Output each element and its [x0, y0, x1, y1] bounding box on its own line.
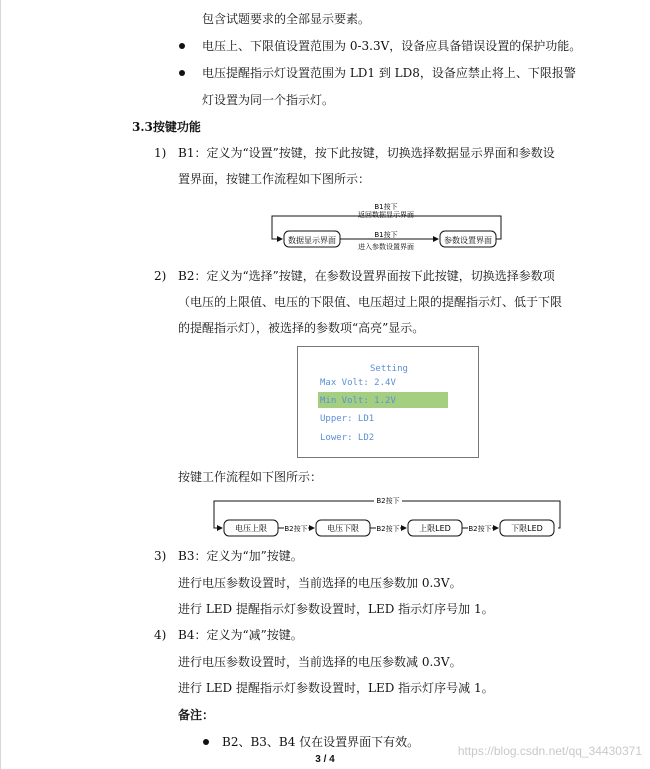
- flow1-top-label: B1按下: [374, 203, 398, 211]
- list-number: 3): [154, 549, 167, 563]
- watermark: https://blog.csdn.net/qq_34430371: [457, 744, 642, 758]
- screen-title: Setting: [370, 364, 408, 374]
- list-number: 1): [154, 146, 167, 160]
- bullet: [203, 739, 209, 745]
- flow1-top-label-2: 返回数据显示界面: [358, 211, 414, 219]
- text-line: 进行电压参数设置时，当前选择的电压参数减 0.3V。: [178, 655, 462, 669]
- section-heading: 3.3按键功能: [132, 120, 201, 134]
- settings-screen-mockup: [297, 346, 479, 458]
- screen-lower: Lower: LD2: [320, 433, 375, 443]
- b2-flow-diagram: [208, 494, 564, 540]
- flow1-mid-label: B1按下: [374, 231, 398, 239]
- text-line: 置界面，按键工作流程如下图所示：: [178, 172, 371, 186]
- text-line: 电压上、下限值设置范围为 0-3.3V，设备应具备错误设置的保护功能。: [202, 39, 582, 53]
- text-line: B2、B3、B4 仅在设置界面下有效。: [222, 735, 420, 749]
- text-line: B2：定义为“选择”按键，在参数设置界面按下此按键，切换选择参数项: [178, 269, 555, 283]
- flow2-arrow-1-label: B2按下: [284, 525, 308, 533]
- list-number: 4): [154, 628, 167, 642]
- flow1-box-data-label: 数据显示界面: [288, 236, 336, 245]
- flow1-mid-label-2: 进入参数设置界面: [358, 243, 414, 251]
- list-number: 2): [154, 269, 167, 283]
- bullet: [179, 70, 185, 76]
- flow2-top-label: B2按下: [376, 497, 400, 505]
- flow2-arrow-2-label: B2按下: [376, 525, 400, 533]
- text-line: B3：定义为“加”按键。: [178, 549, 303, 563]
- bullet: [179, 43, 185, 49]
- screen-max-volt: Max Volt: 2.4V: [320, 378, 396, 388]
- page-number: 3 / 4: [315, 754, 335, 765]
- text-line: 按键工作流程如下图所示：: [178, 470, 323, 484]
- text-line: B4：定义为“减”按键。: [178, 628, 303, 642]
- text-line: （电压的上限值、电压的下限值、电压超过上限的提醒指示灯、低于下限: [178, 295, 563, 309]
- flow2-arrow-3-label: B2按下: [468, 525, 492, 533]
- text-line: B1：定义为“设置”按键，按下此按键，切换选择数据显示界面和参数设: [178, 146, 555, 160]
- text-line: 灯设置为同一个指示灯。: [202, 93, 335, 107]
- screen-min-volt: Min Volt: 1.2V: [320, 396, 396, 406]
- flow1-box-settings-label: 参数设置界面: [444, 236, 492, 245]
- screen-upper: Upper: LD1: [320, 414, 375, 424]
- text-line: 的提醒指示灯），被选择的参数项“高亮”显示。: [178, 321, 425, 335]
- text-line: 电压提醒指示灯设置范围为 LD1 到 LD8，设备应禁止将上、下限报警: [202, 66, 576, 80]
- text-line: 进行电压参数设置时，当前选择的电压参数加 0.3V。: [178, 576, 462, 590]
- text-line: 进行 LED 提醒指示灯参数设置时，LED 指示灯序号加 1。: [178, 602, 494, 616]
- text-line: 进行 LED 提醒指示灯参数设置时，LED 指示灯序号减 1。: [178, 681, 494, 695]
- text-line: 包含试题要求的全部显示要素。: [202, 12, 371, 26]
- page-edge: [0, 0, 1, 769]
- flow2-box-3-label: 上限LED: [419, 524, 451, 533]
- flow2-box-4-label: 下限LED: [511, 524, 543, 533]
- flow2-box-2-label: 电压下限: [327, 524, 359, 533]
- flow2-box-1-label: 电压上限: [235, 524, 267, 533]
- note-label: 备注：: [178, 708, 215, 722]
- b1-flow-diagram: [268, 200, 508, 254]
